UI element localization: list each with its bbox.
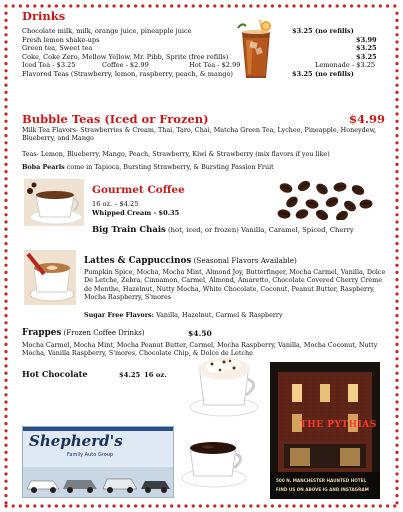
lattes-flavors: Pumpkin Spice, Mocha, Mocha Mint, Almond Joy, Butterfinger, Mocha Carmel, Vanilla, Dolce De Letche, Zebra, Cinnamon, Carmel, Almond, Amaretto, Chocolate Covered Cherry Crème de Menthe, Hazelnut, Nutty Mocha, White Chocolate, Coconut, Peanut Butter, Raspberry, Mocha Raspberry, S'mores (84, 268, 386, 301)
drink-row: Fresh lemon shake-ups $3.99 (22, 35, 377, 44)
lattes-seasonal: (Seasonal Flavors Available) (193, 256, 297, 265)
pythias-sign: THE PYTHIAS (300, 420, 377, 430)
bubble-milk-tea: Milk Tea Flavors- Strawberries & Cream, Thai, Taro, Chai, Matcha Green Tea, Lychee, Pineapple, Honeydew, Blueberry, and Mango (22, 126, 377, 143)
chai-line (92, 226, 354, 235)
frappes-price: $4.50 (188, 329, 212, 338)
pythias-line-1: 500 N. MANCHESTER HAUNTED HOTEL (276, 478, 367, 483)
sugar-free-text: Vanilla, Hazelnut, Carmel & Raspberry (156, 311, 283, 319)
frappes-sub: (Frozen Coffee Drinks) (63, 329, 145, 337)
pythias-line-2: FIND US ON ABOVE IG AND INSTAGRAM (276, 487, 369, 492)
shepherds-ad (22, 426, 174, 498)
frappes-heading: Frappes (22, 328, 62, 338)
drinks-list (22, 27, 382, 79)
lattes-heading: Lattes & Cappuccinos (84, 256, 192, 266)
shepherds-cars (23, 467, 173, 497)
gourmet-whipped: Whipped Cream - $0.35 (92, 209, 180, 217)
boba-text: come in Tapioca, Bursting Strawberry, & Bursting Passion Fruit (66, 163, 274, 171)
hot-chocolate-label: Hot Chocolate (22, 369, 88, 379)
sugar-free-line (84, 311, 386, 319)
shepherds-logo-name: Shepherd's (29, 432, 123, 450)
shepherds-logo-sub: Family Auto Group (67, 452, 114, 458)
latte-image (24, 250, 76, 305)
drink-row: Chocolate milk, milk, orange juice, pineapple juice $3.25 (no refills) (22, 27, 354, 35)
bubble-teas: Teas- Lemon, Blueberry, Mango, Peach, Strawberry, Kiwi & Strawberry (mix flavors if you like) (22, 150, 330, 158)
boba-line (22, 163, 384, 171)
boba-label: Boba Pearls (22, 163, 65, 171)
coffee-cup-image-2 (178, 428, 248, 490)
drink-row: Coke, Coke Zero, Mellow Yellow, Mr. Pibb, Sprite (free refills) $3.25 (22, 52, 377, 61)
frappes-flavors: Mocha Carmel, Mocha Mint, Mocha Peanut Butter, Carmel, Mocha Raspberry, Vanilla, Mocha Coconut, Nutty Mocha, Vanilla Raspberry, S'mores, Chocolate Chip, & Dolce de Letche (22, 341, 378, 358)
gourmet-heading: Gourmet Coffee (92, 184, 185, 196)
sugar-free-label: Sugar Free Flavors: (84, 311, 155, 319)
hot-chocolate-image (186, 337, 264, 419)
iced-tea-image (236, 18, 276, 80)
shepherds-ad-stripe (23, 427, 173, 431)
drinks-heading: Drinks (22, 9, 66, 23)
bubble-price: $4.99 (349, 112, 386, 126)
drink-row: Green tea, Sweet tea $3.25 (22, 44, 377, 53)
chai-label: Big Train Chais (92, 225, 166, 235)
coffee-beans-image (276, 180, 374, 220)
coffee-cup-image (24, 179, 84, 226)
hot-chocolate-size: 16 oz. (144, 371, 167, 379)
drink-row: Flavored Teas (Strawberry, lemon, raspberry, peach, & mango) $3.25 (no refills) (22, 69, 354, 78)
gourmet-size: 16 oz. – $4.25 (92, 200, 139, 208)
bubble-heading: Bubble Teas (Iced or Frozen) (22, 112, 209, 126)
frappes-line (22, 328, 145, 338)
drink-row: Iced Tea - $3.25 Coffee - $2.99 Hot Tea - $2.99 Lemonade - $3.25 (22, 61, 376, 70)
chai-text: (hot, iced, or frozen) Vanilla, Caramel, Spiced, Cherry (168, 226, 354, 234)
lattes-heading-line (84, 256, 297, 266)
pythias-building-photo (270, 362, 380, 499)
hot-chocolate-price: $4.25 (119, 371, 141, 379)
